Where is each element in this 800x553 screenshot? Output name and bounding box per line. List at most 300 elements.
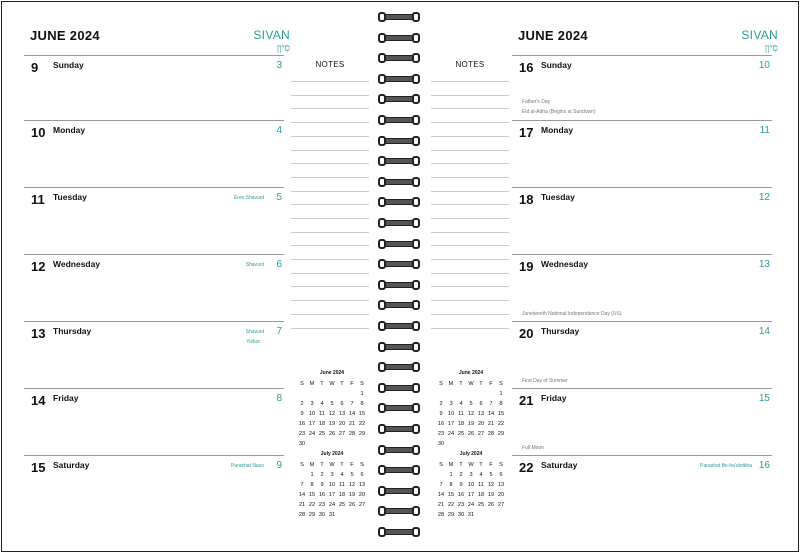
calendar-day bbox=[446, 389, 456, 399]
calendar-day: 2 bbox=[439, 401, 443, 407]
weekday-label: W bbox=[329, 462, 335, 468]
calendar-day: 23 bbox=[298, 431, 306, 437]
notes-line bbox=[431, 191, 509, 192]
day-number: 21 bbox=[519, 393, 534, 408]
binding-ring bbox=[378, 506, 420, 516]
weekday-label: S bbox=[300, 462, 304, 468]
binding-ring bbox=[378, 218, 420, 228]
day-row bbox=[512, 187, 772, 253]
calendar-day: 16 bbox=[457, 492, 465, 498]
binding-ring bbox=[378, 300, 420, 310]
day-name: Thursday bbox=[541, 326, 580, 336]
weekday-label: T bbox=[340, 381, 344, 387]
mini-calendar-grid bbox=[297, 379, 367, 449]
binding-ring bbox=[378, 342, 420, 352]
calendar-day: 7 bbox=[300, 482, 304, 488]
weekday-label: M bbox=[309, 381, 315, 387]
calendar-day bbox=[466, 389, 476, 399]
calendar-day: 25 bbox=[477, 502, 485, 508]
notes-line bbox=[431, 95, 509, 96]
calendar-day: 16 bbox=[318, 492, 326, 498]
weekday-label: W bbox=[468, 381, 474, 387]
calendar-day bbox=[337, 389, 347, 399]
calendar-day: 24 bbox=[328, 502, 336, 508]
weekday-label: T bbox=[479, 381, 483, 387]
observance-note: Juneteenth National Independence Day (US) bbox=[522, 311, 622, 317]
calendar-day: 20 bbox=[477, 421, 485, 427]
mini-calendar-title: July 2024 bbox=[459, 451, 483, 457]
calendar-day: 28 bbox=[298, 512, 306, 518]
calendar-day bbox=[476, 439, 486, 449]
calendar-day: 8 bbox=[360, 401, 364, 407]
mini-calendar-title: July 2024 bbox=[320, 451, 344, 457]
calendar-day: 19 bbox=[487, 492, 495, 498]
day-name: Friday bbox=[541, 393, 567, 403]
day-number: 17 bbox=[519, 125, 534, 140]
calendar-day: 2 bbox=[320, 472, 324, 478]
calendar-day: 17 bbox=[308, 421, 316, 427]
calendar-day: 7 bbox=[350, 401, 354, 407]
calendar-day: 20 bbox=[497, 492, 505, 498]
calendar-day bbox=[476, 510, 486, 520]
weekday-label: F bbox=[350, 462, 354, 468]
calendar-day: 28 bbox=[487, 431, 495, 437]
notes-line bbox=[431, 314, 509, 315]
notes-line bbox=[431, 300, 509, 301]
binding-ring bbox=[378, 197, 420, 207]
notes-line bbox=[431, 218, 509, 219]
weekday-label: T bbox=[320, 381, 324, 387]
day-row bbox=[24, 187, 284, 253]
calendar-day: 6 bbox=[479, 401, 483, 407]
calendar-day: 13 bbox=[358, 482, 366, 488]
notes-line bbox=[291, 218, 369, 219]
calendar-day bbox=[347, 389, 357, 399]
binding-ring bbox=[378, 321, 420, 331]
calendar-day: 1 bbox=[449, 472, 453, 478]
notes-line bbox=[431, 150, 509, 151]
calendar-day: 1 bbox=[310, 472, 314, 478]
calendar-day: 13 bbox=[497, 482, 505, 488]
day-row bbox=[24, 388, 284, 454]
hebrew-day-number: 15 bbox=[758, 393, 770, 404]
day-name: Tuesday bbox=[53, 192, 87, 202]
day-number: 13 bbox=[31, 326, 46, 341]
mini-calendar-june bbox=[436, 370, 506, 449]
calendar-day: 8 bbox=[449, 482, 453, 488]
binding-ring bbox=[378, 486, 420, 496]
binding-ring bbox=[378, 156, 420, 166]
calendar-day: 18 bbox=[457, 421, 465, 427]
calendar-day bbox=[307, 389, 317, 399]
calendar-day: 26 bbox=[348, 502, 356, 508]
hebrew-day-number: 16 bbox=[758, 460, 770, 471]
weekday-label: S bbox=[360, 381, 364, 387]
day-row bbox=[512, 120, 772, 186]
calendar-day bbox=[456, 389, 466, 399]
hebrew-day-number: 7 bbox=[276, 326, 282, 337]
calendar-day: 24 bbox=[308, 431, 316, 437]
calendar-day: 4 bbox=[479, 472, 483, 478]
binding-ring bbox=[378, 445, 420, 455]
hebrew-month-script: סִיוָן bbox=[276, 43, 290, 54]
calendar-day: 14 bbox=[298, 492, 306, 498]
holiday-note: Yizkor bbox=[246, 339, 260, 345]
calendar-day: 18 bbox=[477, 492, 485, 498]
day-number: 10 bbox=[31, 125, 46, 140]
calendar-day: 29 bbox=[447, 512, 455, 518]
notes-line bbox=[291, 314, 369, 315]
observance-note: Eid al-Adha (Begins at Sundown) bbox=[522, 109, 596, 115]
binding-ring bbox=[378, 259, 420, 269]
calendar-day: 11 bbox=[458, 411, 464, 417]
calendar-day: 11 bbox=[478, 482, 484, 488]
calendar-day: 30 bbox=[298, 441, 306, 447]
binding-ring bbox=[378, 74, 420, 84]
weekday-label: T bbox=[340, 462, 344, 468]
day-name: Saturday bbox=[541, 460, 578, 470]
calendar-day bbox=[456, 439, 466, 449]
calendar-day: 12 bbox=[467, 411, 475, 417]
binding-ring bbox=[378, 94, 420, 104]
weekday-label: S bbox=[499, 462, 503, 468]
notes-line bbox=[291, 191, 369, 192]
calendar-day: 9 bbox=[439, 411, 443, 417]
day-number: 19 bbox=[519, 259, 534, 274]
notes-line bbox=[291, 273, 369, 274]
notes-line bbox=[431, 245, 509, 246]
notes-line bbox=[431, 163, 509, 164]
day-name: Wednesday bbox=[53, 259, 101, 269]
mini-calendar-grid bbox=[436, 379, 506, 449]
calendar-day bbox=[337, 439, 347, 449]
notes-line bbox=[431, 108, 509, 109]
day-number: 12 bbox=[31, 259, 46, 274]
page-month-title: JUNE 2024 bbox=[518, 28, 588, 43]
notes-line bbox=[431, 286, 509, 287]
calendar-day bbox=[436, 470, 446, 480]
binding-ring bbox=[378, 136, 420, 146]
binding-ring bbox=[378, 383, 420, 393]
page-month-title: JUNE 2024 bbox=[30, 28, 100, 43]
calendar-day: 31 bbox=[328, 512, 336, 518]
hebrew-day-number: 8 bbox=[276, 393, 282, 404]
weekday-label: T bbox=[459, 462, 463, 468]
weekday-label: M bbox=[309, 462, 315, 468]
mini-calendar-title: June 2024 bbox=[319, 370, 345, 376]
hebrew-day-number: 5 bbox=[276, 192, 282, 203]
calendar-day: 17 bbox=[467, 492, 475, 498]
binding-ring bbox=[378, 12, 420, 22]
calendar-day: 25 bbox=[318, 431, 326, 437]
calendar-day bbox=[347, 510, 357, 520]
calendar-day bbox=[357, 439, 367, 449]
calendar-day bbox=[307, 439, 317, 449]
calendar-day: 7 bbox=[439, 482, 443, 488]
calendar-day: 10 bbox=[467, 482, 475, 488]
weekday-label: S bbox=[360, 462, 364, 468]
calendar-day: 1 bbox=[360, 391, 364, 397]
calendar-day: 18 bbox=[338, 492, 346, 498]
weekday-label: S bbox=[439, 381, 443, 387]
day-number: 9 bbox=[31, 60, 39, 75]
calendar-day: 27 bbox=[497, 502, 505, 508]
notes-line bbox=[291, 204, 369, 205]
calendar-day: 16 bbox=[437, 421, 445, 427]
notes-line bbox=[291, 328, 369, 329]
calendar-day: 27 bbox=[358, 502, 366, 508]
calendar-day bbox=[297, 470, 307, 480]
observance-note: First Day of Summer bbox=[522, 378, 568, 384]
notes-line bbox=[291, 177, 369, 178]
binding-ring bbox=[378, 177, 420, 187]
calendar-day: 3 bbox=[330, 472, 334, 478]
calendar-day: 21 bbox=[487, 421, 495, 427]
calendar-day: 18 bbox=[318, 421, 326, 427]
day-name: Saturday bbox=[53, 460, 90, 470]
notes-line bbox=[291, 245, 369, 246]
calendar-day: 28 bbox=[348, 431, 356, 437]
calendar-day: 25 bbox=[457, 431, 465, 437]
day-name: Friday bbox=[53, 393, 79, 403]
weekday-label: T bbox=[320, 462, 324, 468]
day-name: Monday bbox=[53, 125, 86, 135]
calendar-day: 14 bbox=[487, 411, 495, 417]
calendar-day: 27 bbox=[338, 431, 346, 437]
day-row bbox=[512, 455, 772, 521]
left-page bbox=[24, 0, 294, 553]
hebrew-day-number: 14 bbox=[758, 326, 770, 337]
weekday-label: T bbox=[479, 462, 483, 468]
mini-calendar-grid bbox=[297, 460, 367, 520]
calendar-day: 17 bbox=[328, 492, 336, 498]
notes-line bbox=[291, 136, 369, 137]
calendar-day: 15 bbox=[358, 411, 366, 417]
calendar-day bbox=[446, 439, 456, 449]
day-row bbox=[24, 455, 284, 521]
weekday-label: W bbox=[329, 381, 335, 387]
hebrew-day-number: 6 bbox=[276, 259, 282, 270]
weekday-label: W bbox=[468, 462, 474, 468]
calendar-day: 9 bbox=[320, 482, 324, 488]
hebrew-day-number: 3 bbox=[276, 60, 282, 71]
calendar-day: 5 bbox=[469, 401, 473, 407]
calendar-day: 2 bbox=[459, 472, 463, 478]
hebrew-day-number: 13 bbox=[758, 259, 770, 270]
calendar-day: 13 bbox=[338, 411, 346, 417]
day-number: 11 bbox=[31, 192, 45, 207]
mini-calendar-july bbox=[297, 451, 367, 520]
hebrew-day-number: 10 bbox=[758, 60, 770, 71]
weekday-label: F bbox=[350, 381, 354, 387]
notes-line bbox=[291, 122, 369, 123]
calendar-day: 22 bbox=[447, 502, 455, 508]
notes-line bbox=[291, 81, 369, 82]
calendar-day: 26 bbox=[467, 431, 475, 437]
calendar-day: 30 bbox=[457, 512, 465, 518]
calendar-day: 29 bbox=[358, 431, 366, 437]
calendar-day: 9 bbox=[300, 411, 304, 417]
day-name: Sunday bbox=[541, 60, 572, 70]
calendar-day: 3 bbox=[469, 472, 473, 478]
calendar-day: 11 bbox=[339, 482, 345, 488]
calendar-day: 3 bbox=[310, 401, 314, 407]
calendar-day bbox=[436, 389, 446, 399]
calendar-day: 23 bbox=[457, 502, 465, 508]
calendar-day bbox=[496, 439, 506, 449]
calendar-day: 10 bbox=[328, 482, 336, 488]
notes-line bbox=[431, 328, 509, 329]
calendar-day bbox=[357, 510, 367, 520]
calendar-day: 23 bbox=[437, 431, 445, 437]
weekday-label: T bbox=[459, 381, 463, 387]
notes-line bbox=[431, 81, 509, 82]
notes-line bbox=[431, 177, 509, 178]
calendar-day bbox=[466, 439, 476, 449]
day-name: Tuesday bbox=[541, 192, 575, 202]
calendar-day: 19 bbox=[467, 421, 475, 427]
calendar-day: 28 bbox=[437, 512, 445, 518]
calendar-day: 8 bbox=[499, 401, 503, 407]
calendar-day: 19 bbox=[348, 492, 356, 498]
calendar-day: 20 bbox=[358, 492, 366, 498]
calendar-day: 29 bbox=[497, 431, 505, 437]
notes-line bbox=[431, 232, 509, 233]
calendar-day: 30 bbox=[318, 512, 326, 518]
calendar-day: 21 bbox=[437, 502, 445, 508]
calendar-day bbox=[486, 439, 496, 449]
calendar-day: 5 bbox=[330, 401, 334, 407]
calendar-day: 24 bbox=[447, 431, 455, 437]
calendar-day: 10 bbox=[308, 411, 316, 417]
hebrew-day-number: 4 bbox=[276, 125, 282, 136]
calendar-day: 22 bbox=[497, 421, 505, 427]
calendar-day: 11 bbox=[319, 411, 325, 417]
day-number: 14 bbox=[31, 393, 46, 408]
calendar-day: 1 bbox=[499, 391, 503, 397]
holiday-note: Shavuot bbox=[245, 262, 264, 268]
calendar-day bbox=[317, 439, 327, 449]
day-row bbox=[24, 254, 284, 320]
notes-title: NOTES bbox=[455, 60, 485, 69]
calendar-day: 3 bbox=[449, 401, 453, 407]
calendar-day: 15 bbox=[497, 411, 505, 417]
calendar-day bbox=[317, 389, 327, 399]
calendar-day bbox=[496, 510, 506, 520]
notes-line bbox=[431, 136, 509, 137]
notes-line bbox=[431, 259, 509, 260]
calendar-day: 14 bbox=[437, 492, 445, 498]
day-row bbox=[512, 388, 772, 454]
observance-note: Father's Day bbox=[522, 99, 551, 105]
day-name: Thursday bbox=[53, 326, 92, 336]
calendar-day: 6 bbox=[499, 472, 503, 478]
weekday-label: M bbox=[448, 462, 454, 468]
weekday-label: S bbox=[300, 381, 304, 387]
binding-ring bbox=[378, 424, 420, 434]
notes-title: NOTES bbox=[315, 60, 345, 69]
notes-line bbox=[291, 286, 369, 287]
calendar-day: 19 bbox=[328, 421, 336, 427]
notes-line bbox=[291, 300, 369, 301]
calendar-day bbox=[327, 439, 337, 449]
notes-column-right bbox=[431, 0, 509, 553]
calendar-day: 4 bbox=[340, 472, 344, 478]
binding-ring bbox=[378, 465, 420, 475]
binding-ring bbox=[378, 403, 420, 413]
calendar-day bbox=[347, 439, 357, 449]
calendar-day: 12 bbox=[328, 411, 336, 417]
notes-line bbox=[431, 122, 509, 123]
hebrew-day-number: 11 bbox=[759, 125, 770, 136]
day-number: 18 bbox=[519, 192, 534, 207]
binding-ring bbox=[378, 33, 420, 43]
calendar-day: 17 bbox=[447, 421, 455, 427]
hebrew-day-number: 12 bbox=[758, 192, 770, 203]
right-page bbox=[512, 0, 782, 553]
binding-ring bbox=[378, 362, 420, 372]
notes-line bbox=[431, 204, 509, 205]
notes-line bbox=[291, 163, 369, 164]
calendar-day: 12 bbox=[348, 482, 356, 488]
calendar-day: 5 bbox=[350, 472, 354, 478]
calendar-day: 15 bbox=[308, 492, 316, 498]
calendar-day: 31 bbox=[467, 512, 475, 518]
hebrew-month-script: סִיוָן bbox=[764, 43, 778, 54]
day-number: 22 bbox=[519, 460, 534, 475]
calendar-day: 21 bbox=[348, 421, 356, 427]
calendar-day: 23 bbox=[318, 502, 326, 508]
weekday-label: F bbox=[489, 381, 493, 387]
day-number: 15 bbox=[31, 460, 46, 475]
calendar-day: 9 bbox=[459, 482, 463, 488]
calendar-day: 26 bbox=[487, 502, 495, 508]
calendar-day: 21 bbox=[298, 502, 306, 508]
weekday-label: S bbox=[499, 381, 503, 387]
hebrew-month-title: SIVAN bbox=[253, 28, 290, 42]
calendar-day bbox=[297, 389, 307, 399]
calendar-day: 14 bbox=[348, 411, 356, 417]
calendar-day: 27 bbox=[477, 431, 485, 437]
calendar-day: 22 bbox=[358, 421, 366, 427]
calendar-day: 24 bbox=[467, 502, 475, 508]
day-row bbox=[24, 55, 284, 121]
holiday-note: Shavuot bbox=[245, 329, 264, 335]
mini-calendar-june bbox=[297, 370, 367, 449]
holiday-note: Erev Shavuot bbox=[233, 195, 264, 201]
mini-calendar-grid bbox=[436, 460, 506, 520]
weekday-label: S bbox=[439, 462, 443, 468]
calendar-day: 13 bbox=[477, 411, 485, 417]
calendar-day: 25 bbox=[338, 502, 346, 508]
notes-line bbox=[291, 150, 369, 151]
weekday-label: F bbox=[489, 462, 493, 468]
binding-ring bbox=[378, 53, 420, 63]
binding-ring bbox=[378, 115, 420, 125]
day-number: 16 bbox=[519, 60, 534, 75]
notes-line bbox=[291, 259, 369, 260]
calendar-day: 22 bbox=[308, 502, 316, 508]
calendar-day: 30 bbox=[437, 441, 445, 447]
holiday-note: Parashat Naso bbox=[230, 463, 264, 469]
calendar-day bbox=[337, 510, 347, 520]
holiday-note: Parashat Be-ha'alotkha bbox=[700, 463, 752, 469]
calendar-day: 12 bbox=[487, 482, 495, 488]
calendar-day: 26 bbox=[328, 431, 336, 437]
calendar-day: 15 bbox=[447, 492, 455, 498]
hebrew-month-title: SIVAN bbox=[741, 28, 778, 42]
notes-line bbox=[291, 95, 369, 96]
